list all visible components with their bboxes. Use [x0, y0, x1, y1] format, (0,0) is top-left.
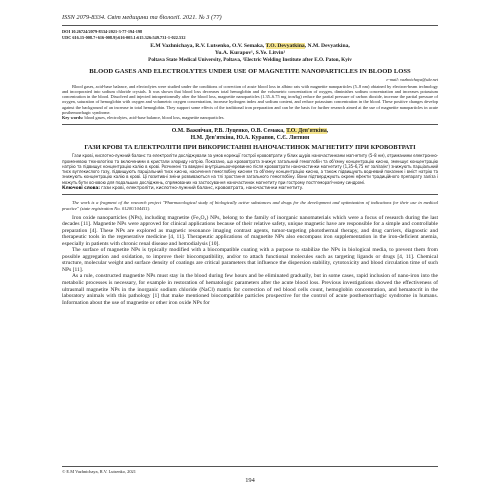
authors-part2: , N.M. Devyatkina,: [304, 43, 350, 50]
section-divider-2: [62, 194, 438, 195]
abstract-ua: Гази крові, кислотно-лужний баланс та електроліти досліджували за умов корекції гострої крововтрати у білих щурів наночастинками магнетиту (5–8 нм), отриманими електронно-променевою технологією та включеними в кристали хлориду натрію. Показано, що крововтрата знижує загальний гемоглобін та об'ємну концентрацію кисню, зменшує концентрацію натрію та підвищує концентрацію калію в крові. Розчинені та введені внутрішньоочеревинно після крововтрати наночастинки магнетиту (1,35–6,75 мг заліза/кг) знижують парціальний тиск вуглекислого газу, підвищують парціальний тиск кисню, насичення гемоглобіну киснем та об'ємну концентрацію кисню, а також підвищують водневий показник і вміст натрію та знижують концентрацію калію в крові. Ці позитивні зміни розвиваються на тлі зростання загального гемоглобіну. Вони підтверджують окремі ефекти традиційного препарату заліза і можуть бути основою для подальших досліджень, спрямованих на застосування наночастинок магнетиту при гострому постгеморагічному синдромі.: [62, 154, 438, 186]
ua-authors-line2: Н.М. Дев'яткіна, Ю.А. Курапов, С.Є. Литвин: [190, 134, 310, 141]
journal-header: ISSN 2079-8334. Світ медицини та біології. 2021. № 3 (77): [62, 14, 222, 21]
keywords-en: [62, 115, 438, 120]
keywords-text: blood gases, electrolytes, acid-base balance, blood loss, magnetite nanoparticles.: [83, 115, 225, 121]
affiliation: Poltava State Medical University, Poltava, ¹Electric Welding Institute after E.O. Paton, Kyiv: [148, 57, 352, 64]
page-number: 194: [245, 477, 255, 484]
doi: DOI 10.26724/2079-8334-2021-3-77-194-198: [62, 29, 143, 34]
authors-ua: [62, 128, 438, 142]
ua-keywords-label: Ключові слова:: [62, 186, 100, 192]
section-divider: [62, 124, 438, 125]
authors-en: [62, 43, 438, 57]
abstract-en: Blood gases, acid-base balance, and electrolytes were studied under the conditions of correction of acute blood loss in albino rats with magnetite nanoparticles (5–8 nm) obtained by electron-beam technology and incorporated into sodium chloride crystals. It was shown that blood loss decreases total hemoglobin and the volumetric concentration of oxygen, diminishes sodium concentration and increases potassium concentration in the blood. Dissolved and injected intraperitoneally after the blood loss, magnetite nanoparticles (1.35–6.75 mg iron/kg) reduce the partial pressure of carbon dioxide, increase the partial pressure of oxygen, saturation of hemoglobin with oxygen and volumetric oxygen concentration, increase hydrogen index and sodium content, and reduce potassium concentration in the blood. These positive changes develop against the background of an increase in total hemoglobin. They support some effects of the traditional iron preparation and can be the basis for further research aimed at the use of magnetite nanoparticles in acute posthemorrhagic syndrome.: [62, 83, 438, 116]
article-body: [62, 215, 438, 307]
ua-highlighted-author: Т.О. Дев'яткіна: [286, 127, 327, 134]
identifiers: [62, 29, 438, 40]
keywords-ua: [62, 186, 438, 191]
body-paragraph-2: The surface of magnetite NPs is typically modified with a biocompatible coating with a purpose to stabilize the NPs in biological media, to prevent them from possible aggregation and oxidation, to improve their biocompatibility, and/or to attach functional molecules such as targeting ligands or drugs [4, 11]. Chemical structure, molecular weight and surface density of coatings are critical parameters that influence the dispersion stability, cytotoxicity and blood circulation time of such NPs [11].: [62, 247, 438, 273]
header-divider: [62, 25, 438, 26]
footer-divider: [62, 466, 438, 467]
highlighted-author: T.O. Devyatkina: [265, 43, 305, 50]
keywords-label: Key words:: [62, 115, 84, 121]
article-title-ua: ГАЗИ КРОВІ ТА ЕЛЕКТРОЛІТИ ПРИ ВИКОРИСТАННІ НАНОЧАСТИНОК МАГНЕТИТУ ПРИ КРОВОВТРАТІ: [84, 143, 416, 151]
authors-part1: E.M Vazhnichaya, R.V. Lutsenko, O.V. Semaka,: [150, 43, 266, 50]
authors-line2: Yu.A. Kurapov¹, S.Ye. Litvin¹: [214, 50, 286, 57]
ua-authors-part1: О.М. Важнічая, Р.В. Луценко, О.В. Семака,: [171, 127, 287, 134]
ua-keywords-text: гази крові, електроліти, кислотно-лужний баланс, крововтрата, наночастинки магнетиту.: [99, 186, 304, 192]
ua-authors-part1-end: ,: [326, 127, 329, 134]
funding-note: The work is a fragment of the research project "Pharmacological study of biologically active substances and drugs for the development and optimization of indications for their use in medical practice" (state registration No. 0120U104411).: [62, 200, 438, 211]
udc: UDC 616.15-008.7+616-008.9]:616-005.1:615.326:549.731-1-022.532: [62, 34, 186, 40]
contact-email: e-mail: vazhnichaya@ukr.net: [386, 76, 438, 82]
copyright: © E.M Vazhnichaya, R.V. Lutsenko, 2021: [62, 469, 136, 474]
body-paragraph-3: As a rule, constructed magnetite NPs must stay in the blood during few hours and be eliminated gradually, but in some cases, rapid inclusion of nano-iron into the metabolic processes is necessary, for example in restoration of hematologic parameters after the acute blood loss. Previous investigations showed the effectiveness of ultrasmall magnetite NPs in the inorganic sodium chloride (NaCl) matrix for correction of red blood cells count, hemoglobin concentration, and hematocrit in the laboratory animals with this pathology [1] that make mentioned biocompatible particles prospective for the control of acute posthemorrhagic syndrome in humans. Information about the use of magnetite or other iron oxide NPs for: [62, 273, 438, 306]
article-title: BLOOD GASES AND ELECTROLYTES UNDER USE OF MAGNETITE NANOPARTICLES IN BLOOD LOSS: [89, 67, 411, 75]
page-footer: [62, 466, 438, 474]
body-paragraph-1: Iron oxide nanoparticles (NPs), including magnetite (Fe₃O₄) NPs, belong to the family of inorganic nanomaterials which were a focus of research during the last decades [11]. Magnetite NPs were approved for clinical applications because of their relative safety, unique magnetic have are responsible for a simple and controllable preparation [4]. These NPs are explored as magnetic resonance imaging contrast agents, tumor-targeting photothermal therapy, and drug carriers, diagnostic and therapeutic tools in the regenerative medicine [4, 11]. Therapeutic applications of magnetite NPs also encompass iron supplementation in the iron-deficient anemia, especially in patients with chronic renal disease and hemodialysis [10].: [62, 214, 438, 247]
